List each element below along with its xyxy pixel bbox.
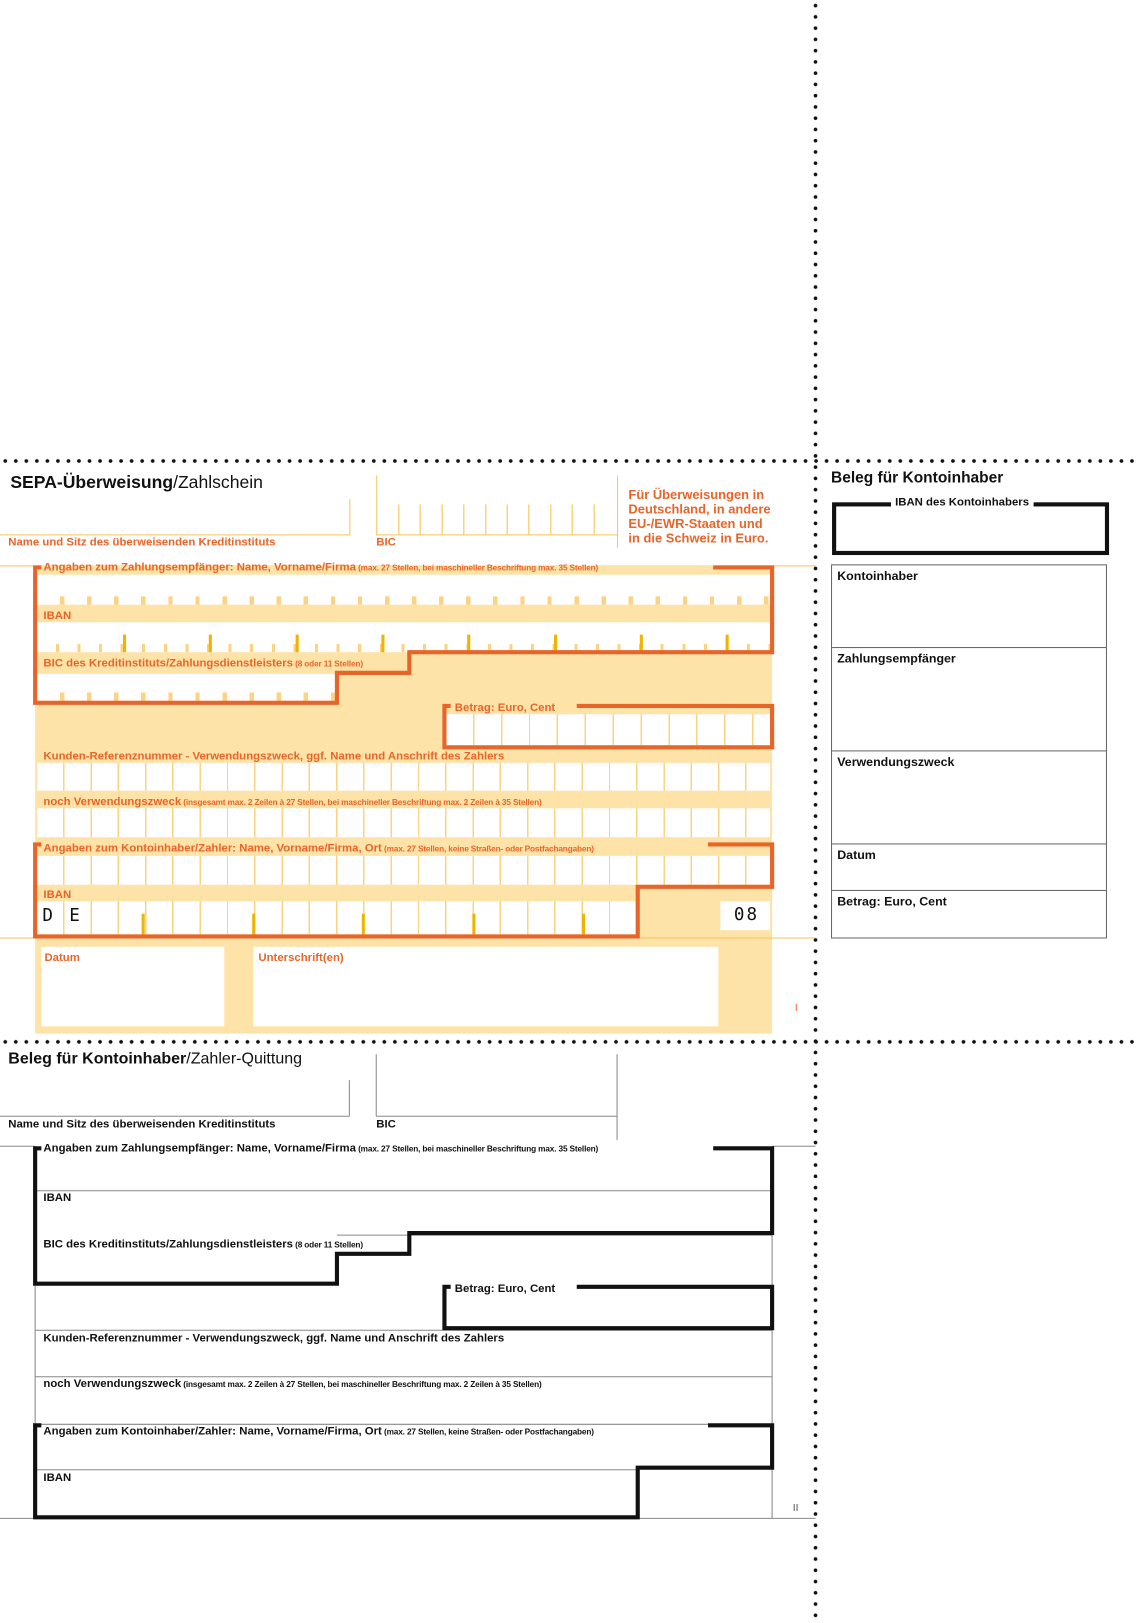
receipt-purpose2-text: noch Verwendungszweck (43, 1377, 182, 1391)
receipt-title (8, 1050, 302, 1069)
recipient-label-bold: Angaben zum Zahlungsempfänger: (43, 561, 234, 574)
stub-row-label: Betrag: Euro, Cent (837, 894, 947, 909)
stub-table (831, 564, 1107, 938)
bic-institute-label-text: BIC des Kreditinstituts/Zahlungsdienstleisters (43, 657, 293, 670)
recipient-label-normal: Name, Vorname/Firma (233, 561, 356, 574)
amount-label: Betrag: Euro, Cent (454, 701, 556, 715)
stub-row-label: Verwendungszweck (837, 754, 955, 769)
stub-row-recipient[interactable] (832, 648, 1106, 751)
receipt-recipient-label (43, 1142, 598, 1155)
stub-title: Beleg für Kontoinhaber (831, 469, 1004, 487)
date-label: Datum (44, 951, 80, 965)
receipt-bic-label: BIC (376, 1118, 396, 1131)
notice-line: in die Schweiz in Euro. (628, 531, 769, 546)
notice-line: EU-/EWR-Staaten und (628, 516, 763, 532)
receipt-recipient-label-bold: Angaben zum Zahlungsempfänger: (43, 1142, 234, 1155)
bank-name-label: Name und Sitz des überweisenden Kreditinstituts (8, 536, 276, 549)
receipt-bic-institute-hint: (8 oder 11 Stellen) (292, 1240, 363, 1250)
receipt-amount-label: Betrag: Euro, Cent (454, 1282, 556, 1296)
receipt-payer-label-normal: Name, Vorname/Firma, Ort (236, 1425, 382, 1438)
notice-line: Deutschland, in andere (628, 502, 771, 517)
form-code: 08 (733, 904, 760, 926)
stub-row-label: Kontoinhaber (837, 568, 918, 583)
receipt-bank-name-label: Name und Sitz des überweisenden Kreditinstituts (8, 1118, 276, 1131)
stub-row-purpose[interactable] (832, 751, 1106, 844)
receipt-title-rest: /Zahler-Quittung (186, 1050, 303, 1068)
notice-line: Für Überweisungen in (628, 487, 765, 503)
receipt-bic-institute-text: BIC des Kreditinstituts/Zahlungsdienstleisters (43, 1238, 293, 1251)
stub-row-date[interactable] (832, 844, 1106, 891)
bic-label: BIC (376, 536, 396, 549)
part-marker: I (794, 1002, 798, 1014)
stub-iban-label: IBAN des Kontoinhabers (891, 496, 1033, 508)
receipt-recipient-label-hint: (max. 27 Stellen, bei maschineller Beschriftung max. 35 Stellen) (355, 1144, 599, 1154)
recipient-label-hint: (max. 27 Stellen, bei maschineller Beschriftung max. 35 Stellen) (355, 563, 599, 573)
purpose2-label-hint: (insgesamt max. 2 Zeilen à 27 Stellen, bei maschineller Beschriftung max. 2 Zeilen à 35 Stellen) (181, 797, 542, 808)
receipt-payer-label (43, 1425, 593, 1438)
purpose2-label-text: noch Verwendungszweck (43, 795, 182, 809)
form-title-bold: SEPA-Überweisung (10, 472, 174, 492)
receipt-reference-label: Kunden-Referenznummer - Verwendungszweck, ggf. Name und Anschrift des Zahlers (43, 1332, 505, 1345)
recipient-iban-label: IBAN (43, 609, 72, 623)
receipt-title-bold: Beleg für Kontoinhaber (8, 1050, 187, 1068)
stub-row-account-holder[interactable] (832, 565, 1106, 648)
receipt-payer-label-bold: Angaben zum Kontoinhaber/Zahler: (43, 1425, 237, 1438)
form-title-rest: /Zahlschein (173, 472, 263, 492)
stub-iban-box[interactable] (832, 502, 1109, 555)
payer-label-bold: Angaben zum Kontoinhaber/Zahler: (43, 842, 237, 855)
receipt-recipient-label-normal: Name, Vorname/Firma (233, 1142, 356, 1155)
stub-row-amount[interactable] (832, 891, 1106, 938)
receipt-purpose2-label (43, 1378, 541, 1391)
iban-prefix-e: E (69, 905, 80, 927)
bic-institute-label-hint: (8 oder 11 Stellen) (292, 659, 363, 669)
reference-label: Kunden-Referenznummer - Verwendungszweck, ggf. Name und Anschrift des Zahlers (43, 750, 505, 763)
receipt-purpose2-hint: (insgesamt max. 2 Zeilen à 27 Stellen, bei maschineller Beschriftung max. 2 Zeilen à 35 Stellen) (181, 1379, 542, 1390)
receipt-payer-iban-label: IBAN (43, 1471, 72, 1485)
payer-label-hint: (max. 27 Stellen, keine Straßen- oder Postfachangaben) (381, 844, 594, 854)
payer-label-normal: Name, Vorname/Firma, Ort (236, 842, 382, 855)
receipt-iban-label: IBAN (43, 1191, 72, 1205)
receipt-part-marker: II (792, 1502, 799, 1515)
receipt-payer-label-hint: (max. 27 Stellen, keine Straßen- oder Postfachangaben) (381, 1427, 594, 1437)
payer-iban-label: IBAN (43, 888, 72, 902)
iban-prefix-d: D (42, 905, 53, 927)
signature-label: Unterschrift(en) (258, 951, 344, 965)
stub-row-label: Datum (837, 847, 876, 863)
stub-row-label: Zahlungsempfänger (837, 651, 956, 666)
receipt-bic-institute-label (43, 1238, 363, 1251)
